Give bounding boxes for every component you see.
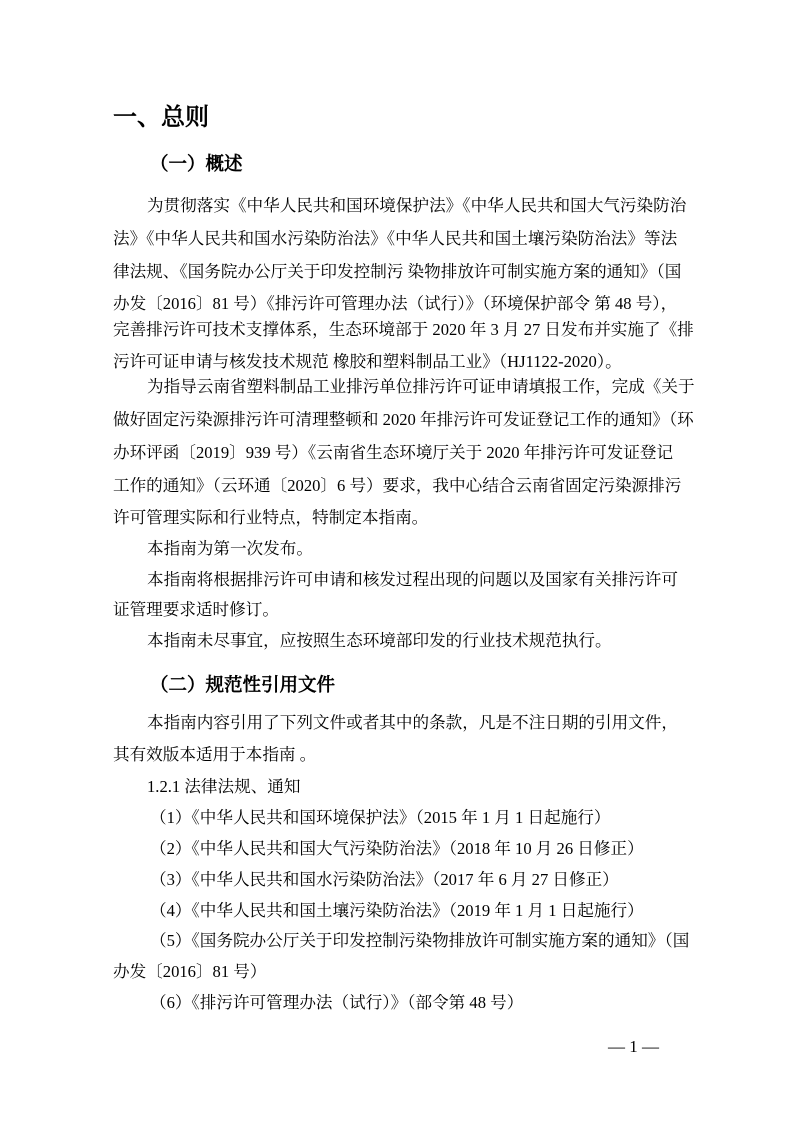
text-line: 证管理要求适时修订。 xyxy=(113,600,279,619)
text-line: 本指南内容引用了下列文件或者其中的条款，凡是不注日期的引用文件， xyxy=(147,713,678,732)
text-line: 本指南未尽事宜，应按照生态环境部印发的行业技术规范执行。 xyxy=(147,631,612,650)
text-line: 法》《中华人民共和国水污染防治法》《中华人民共和国土壤污染防治法》等法 xyxy=(113,229,678,248)
list-item: （6）《排污许可管理办法（试行）》（部令第 48 号） xyxy=(150,993,524,1012)
text-line: 许可管理实际和行业特点，特制定本指南。 xyxy=(113,508,429,527)
list-item: （3）《中华人民共和国水污染防治法》（2017 年 6 月 27 日修正） xyxy=(150,870,619,889)
text-line: 完善排污许可技术支撑体系，生态环境部于 2020 年 3 月 27 日发布并实施了《排 xyxy=(113,320,694,339)
list-item: （1）《中华人民共和国环境保护法》（2015 年 1 月 1 日起施行） xyxy=(150,808,611,827)
text-line: 1.2.1 法律法规、通知 xyxy=(147,777,301,796)
heading-general-provisions: 一、总则 xyxy=(113,103,209,131)
list-item: （2）《中华人民共和国大气污染防治法》（2018 年 10 月 26 日修正） xyxy=(150,839,644,858)
list-item-continuation: 办发〔2016〕81 号） xyxy=(113,962,267,981)
text-line: 本指南为第一次发布。 xyxy=(147,539,313,558)
text-line: 工作的通知》（云环通〔2020〕6 号）要求，我中心结合云南省固定污染源排污 xyxy=(113,476,682,495)
text-line: 为指导云南省塑料制品工业排污单位排污许可证申请填报工作，完成《关于 xyxy=(147,377,695,396)
text-line: 为贯彻落实《中华人民共和国环境保护法》《中华人民共和国大气污染防治 xyxy=(147,196,687,215)
text-line: 办环评函〔2019〕939 号）《云南省生态环境厅关于 2020 年排污许可发证登记 xyxy=(113,443,674,462)
heading-overview: （一）概述 xyxy=(150,154,243,175)
text-line: 其有效版本适用于本指南 。 xyxy=(113,745,317,764)
text-line: 办发〔2016〕81 号）《排污许可管理办法（试行）》（环境保护部令 第 48 号）， xyxy=(113,294,678,313)
heading-normative-references: （二）规范性引用文件 xyxy=(150,675,336,696)
list-item: （5）《国务院办公厅关于印发控制污染物排放许可制实施方案的通知》（国 xyxy=(150,931,690,950)
text-line: 本指南将根据排污许可申请和核发过程出现的问题以及国家有关排污许可 xyxy=(147,570,678,589)
text-line: 污许可证申请与核发技术规范 橡胶和塑料制品工业》（HJ1122-2020）。 xyxy=(113,352,622,371)
page-number: — 1 — xyxy=(608,1037,659,1056)
list-item: （4）《中华人民共和国土壤污染防治法》（2019 年 1 月 1 日起施行） xyxy=(150,901,644,920)
text-line: 律法规、《国务院办公厅关于印发控制污 染物排放许可制实施方案的通知》（国 xyxy=(113,262,682,281)
text-line: 做好固定污染源排污许可清理整顿和 2020 年排污许可发证登记工作的通知》（环 xyxy=(113,410,694,429)
